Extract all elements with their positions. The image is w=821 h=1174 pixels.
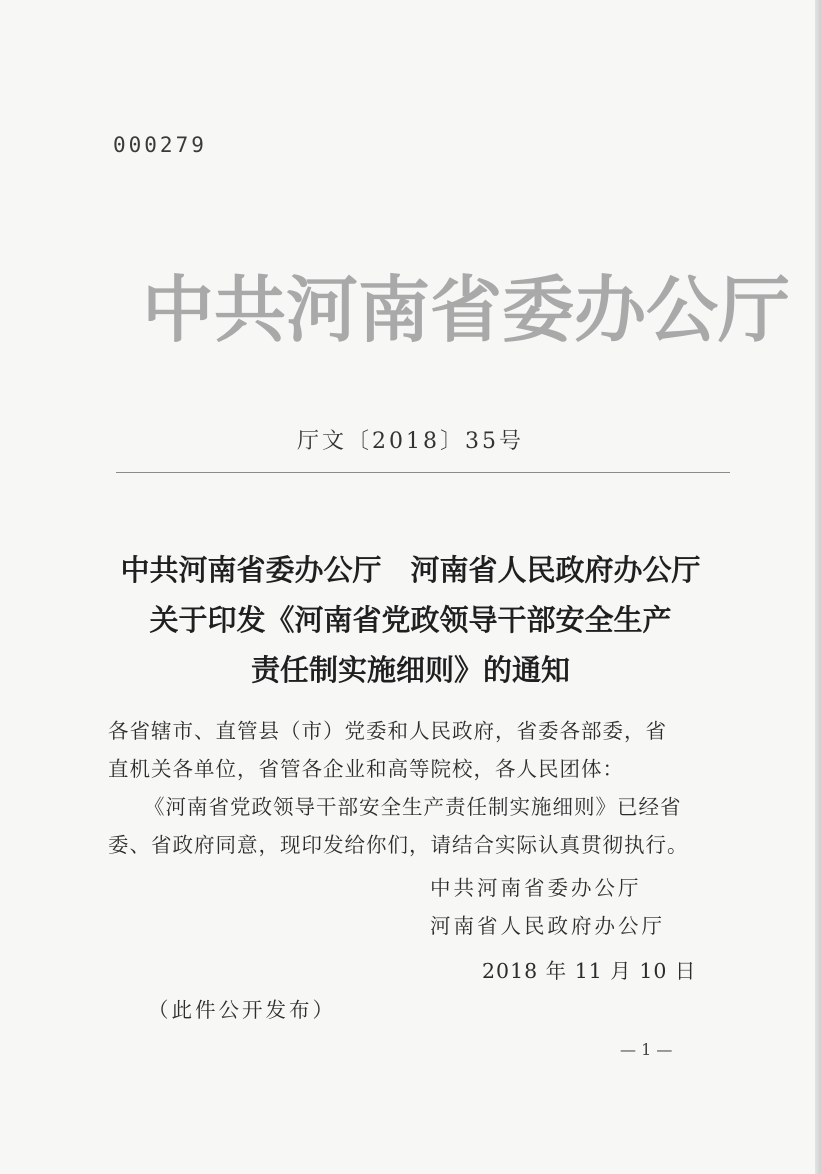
masthead: 中共河南省委办公厅	[142, 268, 791, 352]
masthead-divider	[116, 472, 730, 473]
document-title	[0, 545, 821, 695]
document-body	[108, 712, 728, 864]
recipients-line-2: 直机关各单位，省管各企业和高等院校，各人民团体：	[108, 757, 624, 781]
signature-org-2: 河南省人民政府办公厅	[430, 914, 665, 938]
serial-number: 000279	[113, 133, 207, 157]
body-paragraph-line-2: 委、省政府同意，现印发给你们，请结合实际认真贯彻执行。	[108, 833, 689, 857]
body-paragraph-line-1: 《河南省党政领导干部安全生产责任制实施细则》已经省	[144, 795, 682, 819]
recipients-line-1: 各省辖市、直管县（市）党委和人民政府，省委各部委，省	[108, 719, 667, 743]
page-number: — 1 —	[620, 1040, 673, 1059]
title-line-3: 责任制实施细则》的通知	[250, 653, 570, 687]
title-line-2: 关于印发《河南省党政领导干部安全生产	[149, 603, 672, 637]
signature-block	[430, 869, 665, 945]
publication-note: （此件公开发布）	[148, 998, 336, 1022]
document-number: 厅文〔2018〕35号	[297, 429, 524, 454]
title-line-1: 中共河南省委办公厅 河南省人民政府办公厅	[120, 553, 701, 587]
signature-date: 2018 年 11 月 10 日	[482, 959, 697, 983]
signature-org-1: 中共河南省委办公厅	[430, 876, 642, 900]
